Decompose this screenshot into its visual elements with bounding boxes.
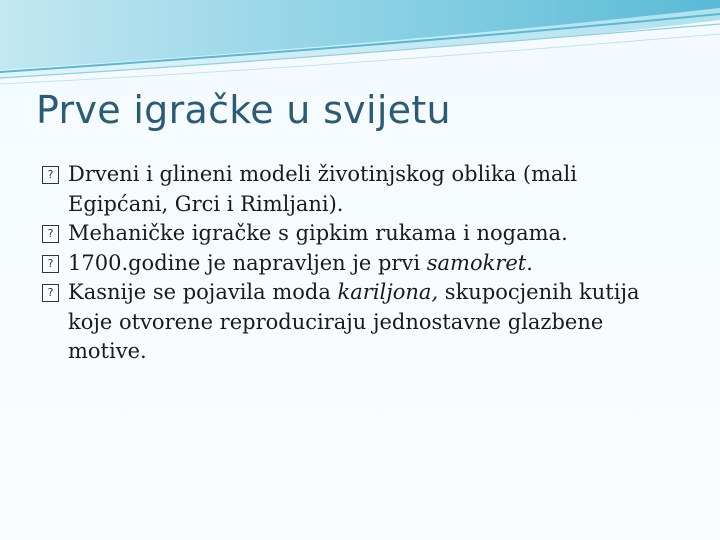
bullet-item xyxy=(42,160,682,219)
bullet-text-tail: skupocjenih kutija koje otvorene reproduciraju jednostavne glazbene motive. xyxy=(68,280,640,363)
bullet-item xyxy=(42,219,682,249)
bullet-text: Mehaničke igračke s gipkim rukama i nogama. xyxy=(68,221,568,245)
missing-glyph-box-icon: ? xyxy=(42,284,59,302)
bullet-text-tail: . xyxy=(526,250,533,275)
missing-glyph-box-icon: ? xyxy=(42,255,59,273)
bullet-text: Kasnije se pojavila moda xyxy=(68,280,338,304)
bullet-emphasis: samokret xyxy=(426,250,527,275)
bullet-text: Drveni i glineni modeli životinjskog oblika (mali Egipćani, Grci i Rimljani). xyxy=(68,162,577,216)
bullet-list xyxy=(42,160,682,367)
bullet-emphasis: kariljona, xyxy=(337,280,439,304)
bullet-item xyxy=(42,278,682,367)
bullet-item xyxy=(42,249,682,279)
missing-glyph-box-icon: ? xyxy=(42,225,59,243)
bullet-text: 1700.godine je napravljen je prvi xyxy=(68,250,427,275)
missing-glyph-box-icon: ? xyxy=(42,166,59,184)
slide-title: Prve igračke u svijetu xyxy=(36,88,451,132)
header-wave-decoration xyxy=(0,0,720,90)
